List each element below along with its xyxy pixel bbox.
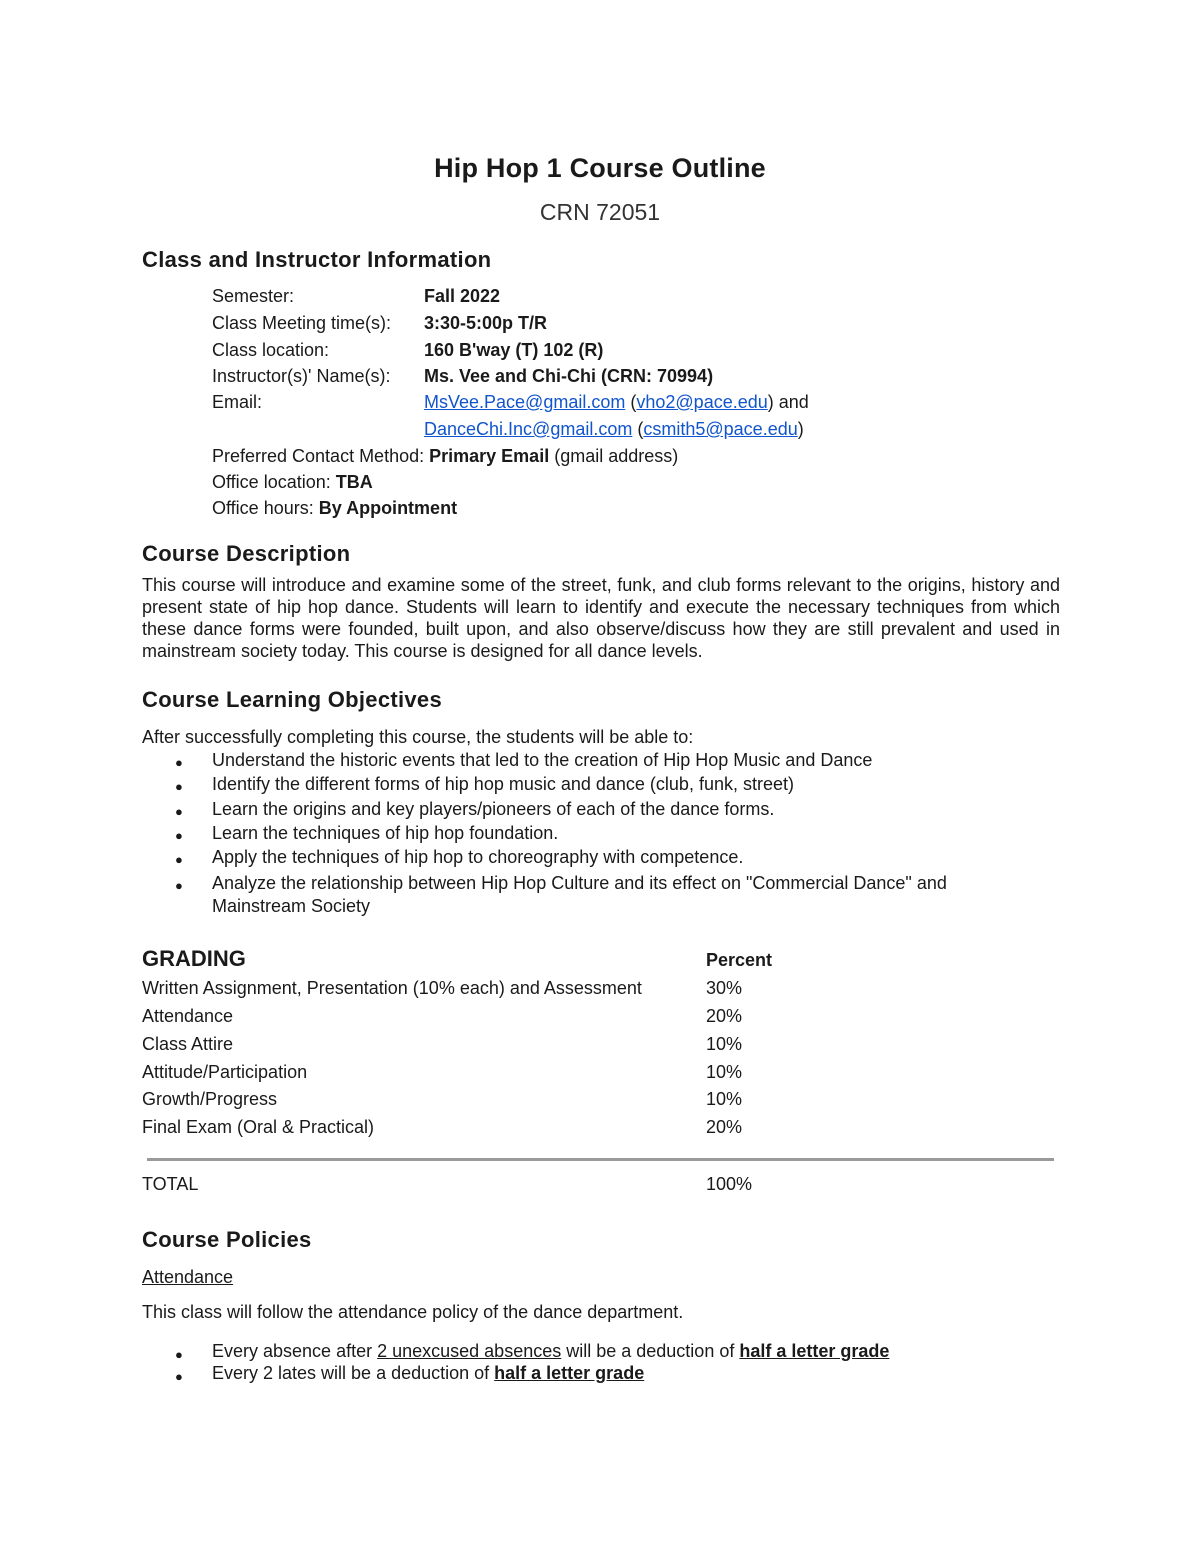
office-location-line bbox=[212, 472, 373, 493]
contact-value: Primary Email bbox=[429, 446, 550, 466]
hours-value: By Appointment bbox=[318, 498, 458, 518]
grading-item-name: Growth/Progress bbox=[142, 1089, 278, 1109]
objective-item: Identify the different forms of hip hop music and dance (club, funk, street) bbox=[212, 774, 794, 794]
semester-value: Fall 2022 bbox=[424, 286, 501, 306]
bullet-dot: ● bbox=[175, 779, 183, 794]
description-heading: Course Description bbox=[142, 541, 351, 566]
objectives-intro: After successfully completing this course, the students will be able to: bbox=[142, 727, 694, 747]
objective-item: Apply the techniques of hip hop to choreography with competence. bbox=[212, 847, 744, 867]
grading-item-percent: 10% bbox=[706, 1062, 743, 1082]
bullet-dot: ● bbox=[175, 804, 183, 819]
contact-label: Preferred Contact Method: bbox=[212, 446, 425, 466]
bullet-dot: ● bbox=[175, 1369, 183, 1384]
objective-item: Learn the origins and key players/pioneers of each of the dance forms. bbox=[212, 799, 775, 819]
email-line-2 bbox=[424, 419, 804, 440]
total-value: 100% bbox=[706, 1174, 753, 1194]
office-value: TBA bbox=[335, 472, 373, 492]
grading-row bbox=[142, 1034, 1042, 1058]
attendance-intro: This class will follow the attendance policy of the dance department. bbox=[142, 1302, 684, 1322]
instructor-label: Instructor(s)' Name(s): bbox=[212, 366, 391, 386]
policy-text: Every 2 lates will be a deduction of bbox=[212, 1363, 495, 1383]
grading-item-percent: 30% bbox=[706, 978, 743, 998]
meeting-label: Class Meeting time(s): bbox=[212, 313, 392, 333]
email-link-msvee[interactable]: MsVee.Pace@gmail.com bbox=[424, 392, 626, 412]
crn-subtitle: CRN 72051 bbox=[539, 199, 661, 225]
grading-item-name: Attendance bbox=[142, 1006, 234, 1026]
objectives-heading: Course Learning Objectives bbox=[142, 687, 442, 712]
office-hours-line bbox=[212, 498, 457, 519]
policy-emphasis: half a letter grade bbox=[494, 1363, 645, 1383]
hours-label: Office hours: bbox=[212, 498, 314, 518]
email-link-dancechi[interactable]: DanceChi.Inc@gmail.com bbox=[424, 419, 633, 439]
policy-item bbox=[212, 1340, 889, 1363]
paren-open-2: ( bbox=[637, 419, 644, 439]
grading-item-name: Written Assignment, Presentation (10% each) and Assessment bbox=[142, 978, 642, 998]
policy-text: will be a deduction of bbox=[561, 1341, 740, 1361]
attendance-subheading: Attendance bbox=[142, 1267, 234, 1287]
email-label: Email: bbox=[212, 392, 263, 412]
objective-item: Analyze the relationship between Hip Hop Culture and its effect on "Commercial Dance" and bbox=[212, 873, 947, 893]
policy-emphasis: half a letter grade bbox=[739, 1341, 890, 1361]
office-label: Office location: bbox=[212, 472, 331, 492]
grading-item-name: Final Exam (Oral & Practical) bbox=[142, 1117, 375, 1137]
total-label: TOTAL bbox=[142, 1174, 199, 1194]
meeting-value: 3:30-5:00p T/R bbox=[424, 313, 548, 333]
email-link-csmith5[interactable]: csmith5@pace.edu bbox=[643, 419, 798, 439]
grading-item-name: Attitude/Participation bbox=[142, 1062, 308, 1082]
bullet-dot: ● bbox=[175, 852, 183, 867]
grading-total-divider bbox=[147, 1158, 1054, 1161]
grading-row bbox=[142, 1089, 1042, 1113]
bullet-dot: ● bbox=[175, 878, 183, 893]
policy-text: Every absence after bbox=[212, 1341, 378, 1361]
grading-heading: GRADING bbox=[142, 946, 246, 971]
contact-note: (gmail address) bbox=[554, 446, 679, 466]
grading-item-percent: 20% bbox=[706, 1006, 743, 1026]
policies-heading: Course Policies bbox=[142, 1227, 312, 1252]
grading-item-percent: 10% bbox=[706, 1034, 743, 1054]
grading-row bbox=[142, 1117, 1042, 1141]
paren-close-and: ) and bbox=[767, 392, 809, 412]
policy-item bbox=[212, 1362, 644, 1385]
location-label: Class location: bbox=[212, 340, 330, 360]
description-text: This course will introduce and examine some of the street, funk, and club forms relevant to the origins, history and present state of hip hop dance. Students will learn to identify and execute the necessary techniques from which these dance forms were founded, built upon, and also observe/discuss how they are still prevalent and used in mainstream society today. This course is designed for all dance levels. bbox=[142, 575, 1060, 661]
percent-heading: Percent bbox=[706, 950, 773, 970]
bullet-dot: ● bbox=[175, 755, 183, 770]
contact-method-line bbox=[212, 446, 678, 467]
grading-row bbox=[142, 1006, 1042, 1030]
objective-item: Learn the techniques of hip hop foundation. bbox=[212, 823, 559, 843]
paren-close: ) bbox=[797, 419, 804, 439]
grading-row bbox=[142, 978, 1042, 1002]
document-title: Hip Hop 1 Course Outline bbox=[434, 153, 766, 183]
location-value: 160 B'way (T) 102 (R) bbox=[424, 340, 604, 360]
objective-item: Understand the historic events that led to the creation of Hip Hop Music and Dance bbox=[212, 750, 873, 770]
grading-row bbox=[142, 1062, 1042, 1086]
semester-label: Semester: bbox=[212, 286, 295, 306]
grading-total-row bbox=[142, 1174, 1042, 1198]
bullet-dot: ● bbox=[175, 1347, 183, 1362]
paren-open: ( bbox=[630, 392, 637, 412]
class-info-heading: Class and Instructor Information bbox=[142, 247, 492, 272]
policy-underlined: 2 unexcused absences bbox=[377, 1341, 562, 1361]
objective-item-continued: Mainstream Society bbox=[212, 896, 371, 916]
instructor-value: Ms. Vee and Chi-Chi (CRN: 70994) bbox=[424, 366, 714, 386]
email-line-1 bbox=[424, 392, 809, 413]
grading-item-percent: 20% bbox=[706, 1117, 743, 1137]
email-link-vho2[interactable]: vho2@pace.edu bbox=[636, 392, 768, 412]
grading-item-percent: 10% bbox=[706, 1089, 743, 1109]
grading-item-name: Class Attire bbox=[142, 1034, 234, 1054]
bullet-dot: ● bbox=[175, 828, 183, 843]
